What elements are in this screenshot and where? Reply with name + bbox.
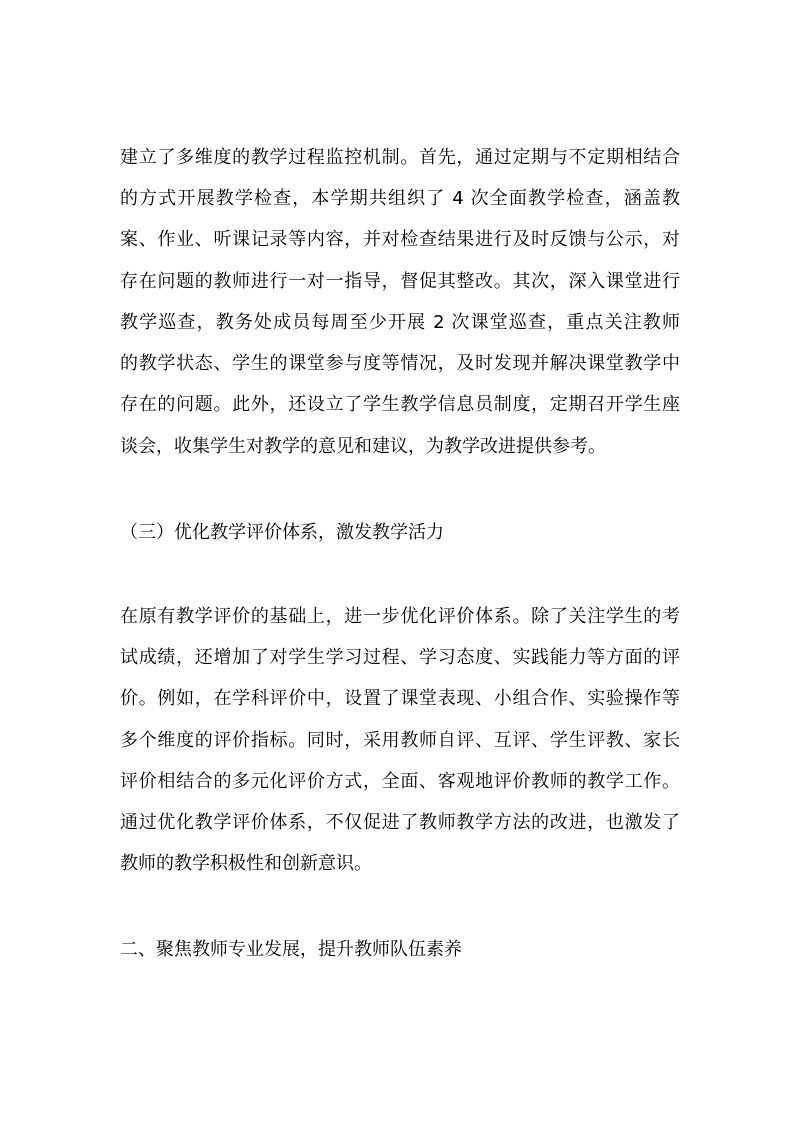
paragraph-1-line-3: 案、作业、听课记录等内容，并对检查结果进行及时反馈与公示，对 <box>120 229 680 250</box>
paragraph-1-line-1: 建立了多维度的教学过程监控机制。首先，通过定期与不定期相结合 <box>120 147 680 168</box>
section-3-heading: （三）优化教学评价体系，激发教学活力 <box>120 522 444 543</box>
paragraph-2-line-1: 在原有教学评价的基础上，进一步优化评价体系。除了关注学生的考 <box>120 606 680 627</box>
paragraph-1-line-6: 的教学状态、学生的课堂参与度等情况，及时发现并解决课堂教学中 <box>120 353 680 374</box>
paragraph-1-line-7: 存在的问题。此外，还设立了学生教学信息员制度，定期召开学生座 <box>120 394 680 415</box>
paragraph-2-line-6: 通过优化教学评价体系，不仅促进了教师教学方法的改进，也激发了 <box>120 812 680 833</box>
paragraph-2-line-4: 多个维度的评价指标。同时，采用教师自评、互评、学生评教、家长 <box>120 730 680 751</box>
section-2-heading: 二、聚焦教师专业发展，提升教师队伍素养 <box>120 939 462 960</box>
paragraph-2-line-3: 价。例如，在学科评价中，设置了课堂表现、小组合作、实验操作等 <box>120 688 680 709</box>
paragraph-1-line-4: 存在问题的教师进行一对一指导，督促其整改。其次，深入课堂进行 <box>120 271 680 292</box>
paragraph-2-line-5: 评价相结合的多元化评价方式，全面、客观地评价教师的教学工作。 <box>120 771 680 792</box>
paragraph-2-line-2: 试成绩，还增加了对学生学习过程、学习态度、实践能力等方面的评 <box>120 647 680 668</box>
paragraph-1-line-5: 教学巡查，教务处成员每周至少开展 2 次课堂巡查，重点关注教师 <box>120 312 680 333</box>
paragraph-1-line-8: 谈会，收集学生对教学的意见和建议，为教学改进提供参考。 <box>120 436 606 457</box>
paragraph-2-line-7: 教师的教学积极性和创新意识。 <box>120 853 372 874</box>
paragraph-1-line-2: 的方式开展教学检查，本学期共组织了 4 次全面教学检查，涵盖教 <box>120 188 680 209</box>
